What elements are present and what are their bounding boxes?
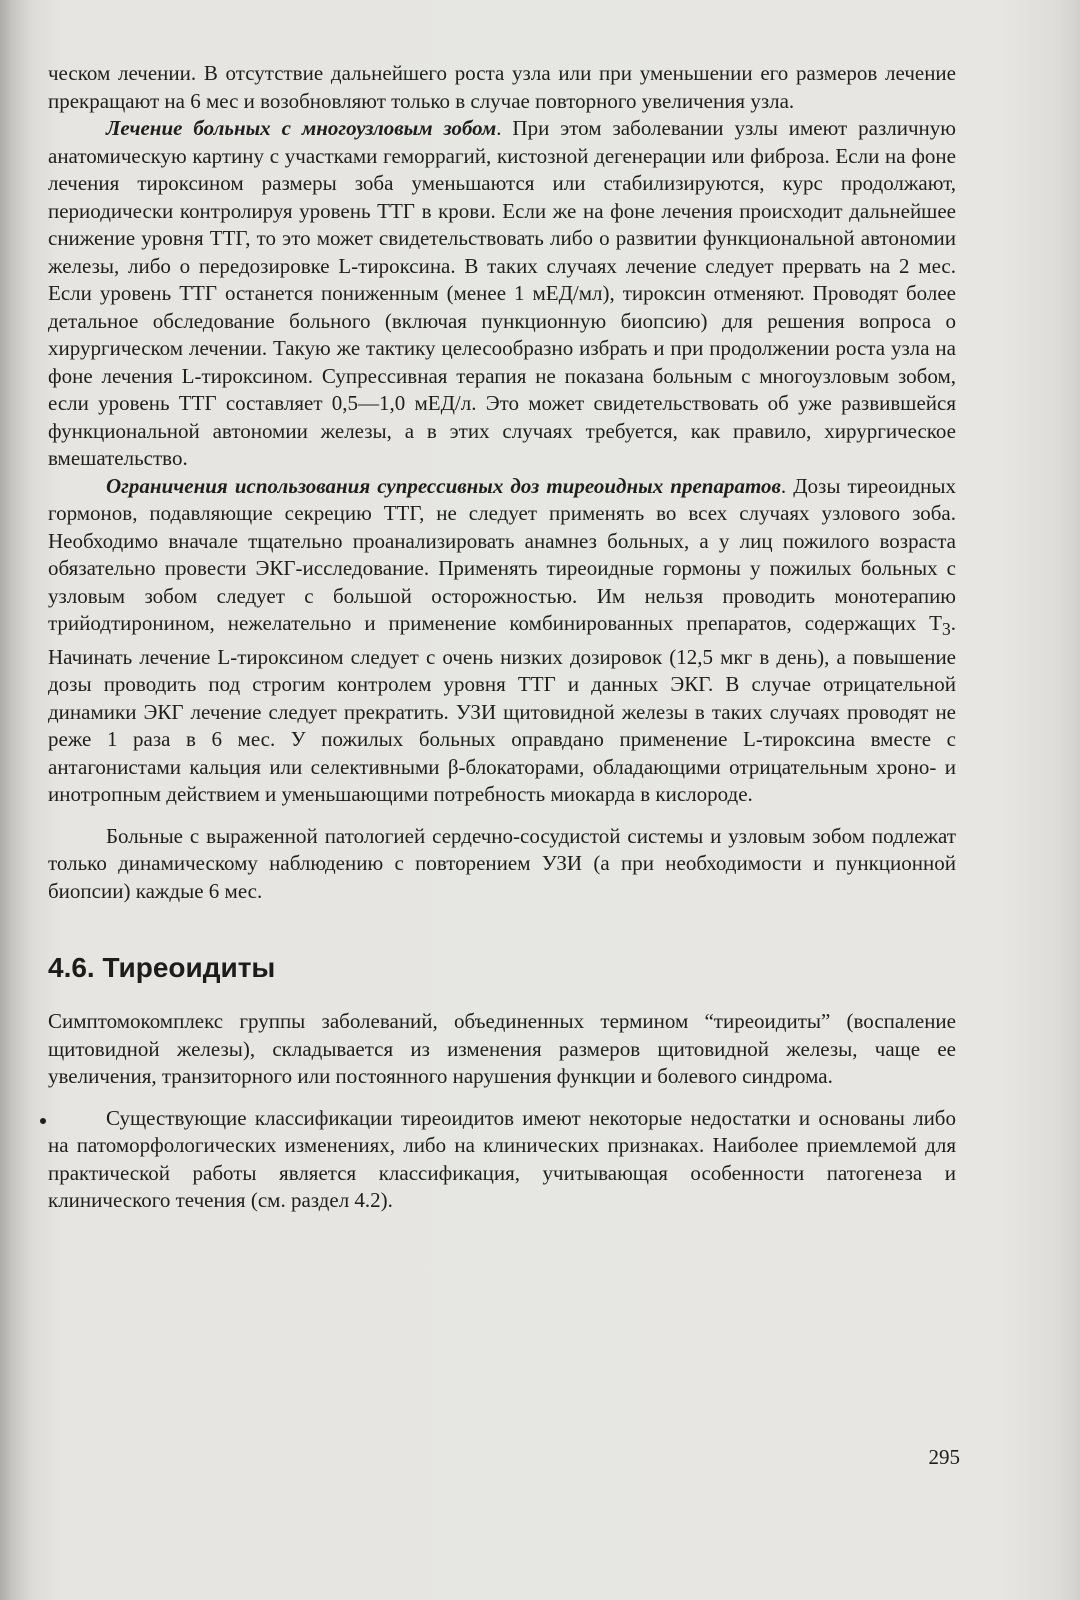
- paragraph-cardiovascular-patients: Больные с выраженной патологией сердечно-сосудистой системы и узловым зобом подлежат только динамическому наблюдению с повторением УЗИ (а при необходимости и пункционной биопсии) каждые 6 мес.: [48, 823, 956, 903]
- paragraph-suppressive-limits: [48, 473, 956, 809]
- paragraph-lead-suppressive-limits: Ограничения использования супрессивных доз тиреоидных препаратов: [106, 473, 781, 498]
- page-content: [48, 60, 956, 1215]
- paragraph-body-suppressive-limits-part2: . Начинать лечение L-тироксином следует с очень низких дозировок (12,5 мкг в день), а повышение дозы проводить под строгим контролем уровня ТТГ и данных ЭКГ. В случае отрицательной динамики ЭКГ лечение следует прекратить. УЗИ щитовидной железы в таких случаях проводят не реже 1 раза в 6 мес. У пожилых больных оправдано применение L-тироксина вместе с антагонистами кальция или селективными β-блокаторами, обладающими отрицательным хроно- и инотропным действием и уменьшающими потребность миокарда в кислороде.: [48, 611, 956, 807]
- paragraph-body-multinodular-goiter: . При этом заболевании узлы имеют различную анатомическую картину с участками геморрагий, кистозной дегенерации или фиброза. Если на фоне лечения тироксином размеры зоба уменьшаются или стабилизируются, курс продолжают, периодически контролируя уровень ТТГ в крови. Если же на фоне лечения происходит дальнейшее снижение уровня ТТГ, то это может свидетельствовать либо о развитии функциональной автономии железы, либо о передозировке L-тироксина. В таких случаях лечение следует прервать на 2 мес. Если уровень ТТГ останется пониженным (менее 1 мЕД/мл), тироксин отменяют. Проводят более детальное обследование больного (включая пункционную биопсию) для решения вопроса о хирургическом лечении. Такую же тактику целесообразно избрать и при продолжении роста узла на фоне лечения L-тироксином. Супрессивная терапия не показана больным с многоузловым зобом, если уровень ТТГ составляет 0,5—1,0 мЕД/л. Это может свидетельствовать об уже развившейся функциональной автономии железы, а в этих случаях требуется, как правило, хирургическое вмешательство.: [48, 116, 956, 470]
- margin-dot: [40, 1118, 46, 1124]
- page-number: 295: [928, 1445, 960, 1469]
- paragraph-continuation: ческом лечении. В отсутствие дальнейшего роста узла или при уменьшении его размеров лечение прекращают на 6 мес и возобновляют только в случае повторного увеличения узла.: [48, 61, 956, 113]
- paragraph-classifications: Существующие классификации тиреоидитов имеют некоторые недостатки и основаны либо на патоморфологических изменениях, либо на клинических признаках. Наиболее приемлемой для практической работы является классификация, учитывающая особенности патогенеза и клинического течения (см. раздел 4.2).: [48, 1105, 956, 1213]
- subscript-three: 3: [942, 619, 951, 640]
- paragraph-thyroiditis-intro: Симптомокомплекс группы заболеваний, объединенных термином “тиреоидиты” (воспаление щитовидной железы), складывается из изменения размеров щитовидной железы, чаще ее увеличения, транзиторного или постоянного нарушения функции и болевого синдрома.: [48, 1009, 956, 1089]
- paragraph-gap: [48, 1091, 956, 1105]
- paragraph-lead-multinodular-goiter: Лечение больных с многоузловым зобом: [106, 116, 497, 140]
- paragraph-multinodular-goiter: [48, 115, 956, 473]
- section-heading: 4.6. Тиреоидиты: [48, 952, 276, 984]
- paragraph-gap: [48, 809, 956, 823]
- paragraph-body-suppressive-limits-part1: . Дозы тиреоидных гормонов, подавляющие секрецию ТТГ, не следует применять во всех случаях узлового зоба. Необходимо вначале тщательно проанализировать анамнез больных, а у лиц пожилого возраста обязательно провести ЭКГ-исследование. Применять тиреоидные гормоны у пожилых больных с узловым зобом следует с большой осторожностью. Им нельзя проводить монотерапию трийодтиронином, нежелательно и применение комбинированных препаратов, содержащих Т: [48, 473, 956, 635]
